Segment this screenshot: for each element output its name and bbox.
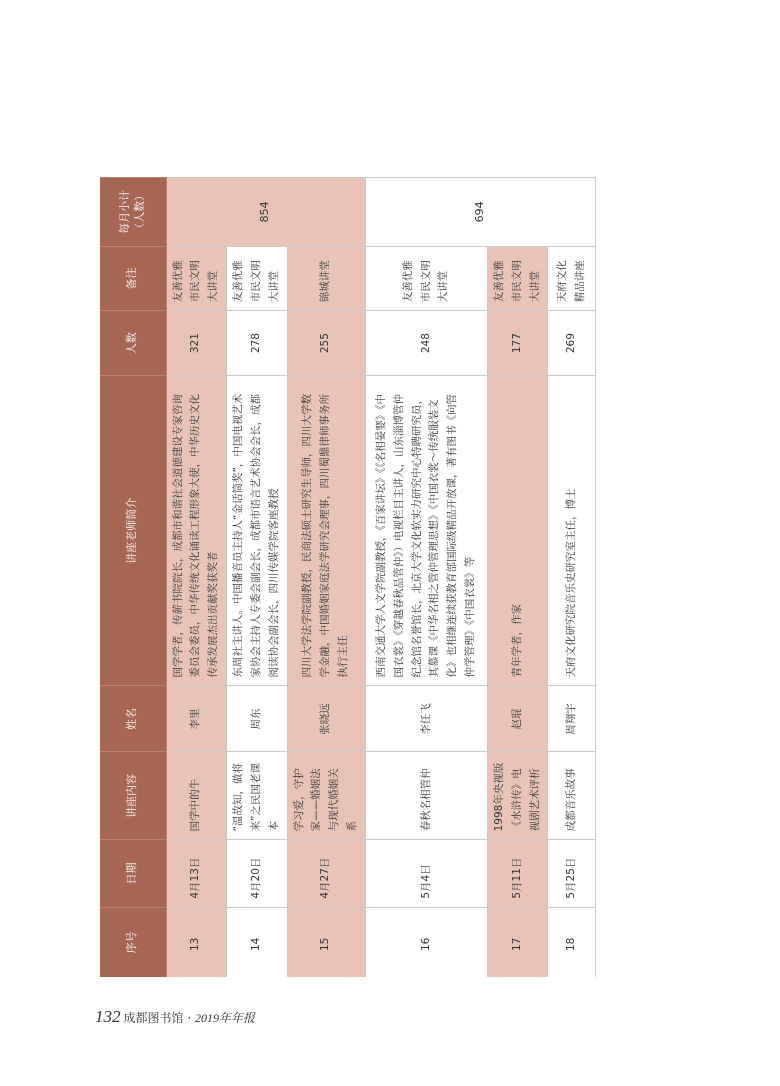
row-topic: 春秋名相管仲 — [365, 752, 487, 840]
header-topic: 讲座内容 — [100, 752, 166, 840]
table-row — [487, 178, 548, 978]
row-date: 5月4日 — [365, 840, 487, 907]
row-count: 321 — [166, 311, 227, 376]
table-row — [166, 178, 227, 978]
row-intro: 东周社主讲人。中国播音员主持人“金话筒奖”，中国电视艺术家协会主持人专委会副会长，成都市语言艺术协会会长，成都阅读协会副会长，四川传媒学院客座教授 — [227, 375, 288, 685]
lecture-table-rotated — [100, 177, 586, 977]
row-speaker: 李任飞 — [365, 686, 487, 752]
row-intro: 四川大学法学院副教授，民商法硕士研究生导师，四川大学数学金融，中国婚姻家庭法学研究会理事，四川蜀鼎律师事务所执行主任 — [287, 375, 365, 685]
header-monthly-total-label: 每月小计 （人数） — [118, 189, 146, 234]
row-note: 友善优雅市民文明大讲堂 — [365, 246, 487, 311]
monthly-total-april: 854 — [166, 178, 365, 247]
row-note: 友善优雅市民文明大讲堂 — [487, 246, 548, 311]
page-number: 132 — [95, 1007, 121, 1026]
row-seq: 18 — [548, 907, 596, 977]
row-note: 天府文化精品讲座 — [548, 246, 596, 311]
header-seq: 序号 — [100, 907, 166, 977]
table-row — [365, 178, 487, 978]
table-row — [287, 178, 365, 978]
report-title: 2019年年报 — [194, 1011, 255, 1025]
row-speaker: 赵琨 — [487, 686, 548, 752]
header-date: 日期 — [100, 840, 166, 907]
row-date: 5月25日 — [548, 840, 596, 907]
page-footer — [95, 1007, 255, 1027]
row-seq: 17 — [487, 907, 548, 977]
row-seq: 14 — [227, 907, 288, 977]
row-seq: 13 — [166, 907, 227, 977]
row-count: 278 — [227, 311, 288, 376]
row-intro: 西南交通大学人文学院副教授，《百家讲坛》《《名相晏婴》《中国衣裳》《穿越春秋品管仲》）电视栏目主讲人，山东淄博管仲纪念馆名誉馆长，北京大学文化软实力研究中心特聘研究员，其慕课《中华名相之管仲管理思想》《中国衣裳～传统服装文化》也相继连续获教育部国际级精品开放课，著有图书《向管仲学管理》《中国衣裳》等 — [365, 375, 487, 685]
table-header-row — [100, 178, 166, 978]
row-note: 友善优雅市民文明大讲堂 — [166, 246, 227, 311]
header-count: 人数 — [100, 311, 166, 376]
row-count: 269 — [548, 311, 596, 376]
table-row — [548, 178, 596, 978]
row-topic: 成都音乐故事 — [548, 752, 596, 840]
row-speaker: 周东 — [227, 686, 288, 752]
header-intro: 讲座老师简介 — [100, 375, 166, 685]
row-note: 友善优雅市民文明大讲堂 — [227, 246, 288, 311]
header-note: 备注 — [100, 246, 166, 311]
row-speaker: 张晓远 — [287, 686, 365, 752]
row-speaker: 周翔宇 — [548, 686, 596, 752]
row-intro: 国学学者，传薪书院院长，成都市和谐社会道德建设专家咨询委员会委员，中华传统文化诵读工程形象大使，中华历史文化传承发展杰出贡献奖获奖者 — [166, 375, 227, 685]
table-row — [227, 178, 288, 978]
row-topic: 国学中的牛 — [166, 752, 227, 840]
lecture-table — [100, 177, 596, 977]
row-seq: 16 — [365, 907, 487, 977]
row-seq: 15 — [287, 907, 365, 977]
monthly-total-may: 694 — [365, 178, 596, 247]
row-intro: 青年学者，作家 — [487, 375, 548, 685]
row-topic: 学习爱，守护家——婚姻法与现代婚姻关系 — [287, 752, 365, 840]
row-count: 248 — [365, 311, 487, 376]
row-topic: “温故知，做将来”之民国老课本 — [227, 752, 288, 840]
row-intro: 天府文化研究院音乐史研究室主任，博士 — [548, 375, 596, 685]
row-topic: 1998年央视版《水浒传》电视剧艺术评析 — [487, 752, 548, 840]
row-count: 255 — [287, 311, 365, 376]
row-note: 锦城讲堂 — [287, 246, 365, 311]
row-date: 4月20日 — [227, 840, 288, 907]
row-date: 4月27日 — [287, 840, 365, 907]
row-date: 5月11日 — [487, 840, 548, 907]
header-monthly-total — [100, 178, 166, 247]
row-speaker: 李里 — [166, 686, 227, 752]
publication-name: 成都图书馆 · — [123, 1011, 195, 1025]
row-date: 4月13日 — [166, 840, 227, 907]
row-count: 177 — [487, 311, 548, 376]
header-speaker: 姓名 — [100, 686, 166, 752]
